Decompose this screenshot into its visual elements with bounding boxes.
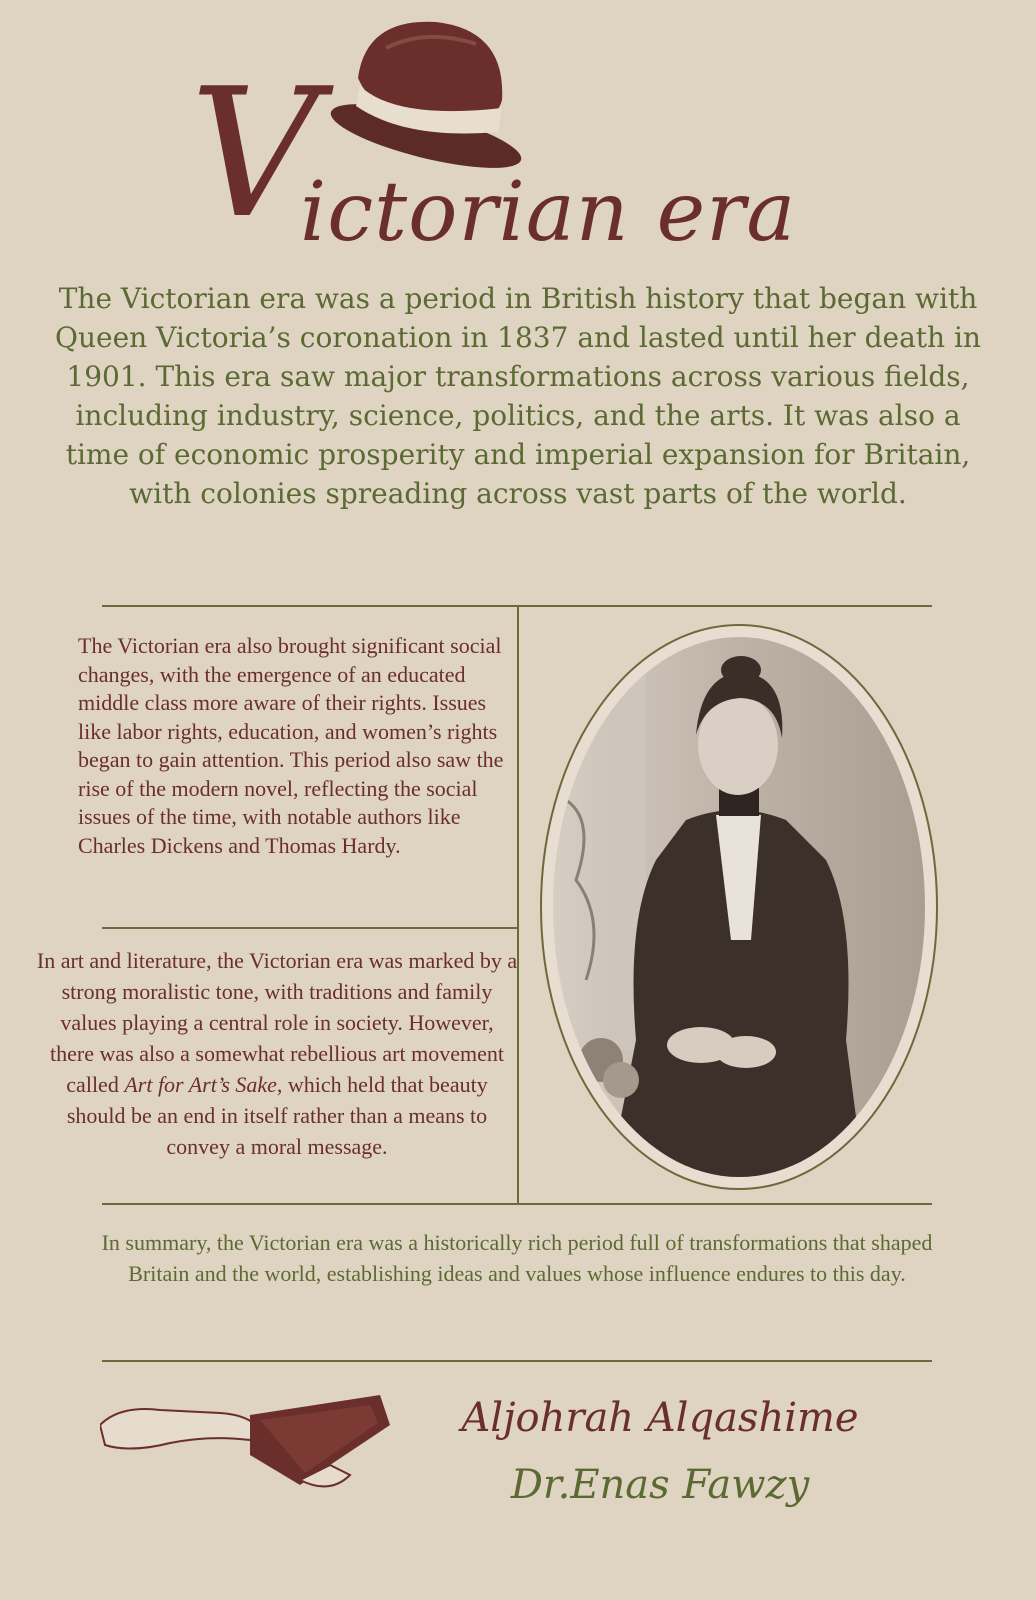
intro-paragraph: The Victorian era was a period in British history that began with Queen Victoria’s coronation in 1837 and lasted until her death in 1901. This era saw major transformations across various fields, including industry, science, politics, and the arts. It was also a time of economic prosperity and imperial expansion for Britain, with colonies spreading across vast parts of the world.: [55, 282, 981, 510]
art-text-after: , which held that beauty should be an end in itself rather than a means to convey a moral message.: [66, 1072, 488, 1159]
title-rest: ictorian era: [300, 165, 797, 260]
woman-portrait-image: [536, 620, 942, 1194]
art-movement-name: Art for Art’s Sake: [124, 1072, 277, 1097]
title-initial: V: [190, 50, 319, 257]
bottom-divider: [102, 1203, 932, 1205]
author-name: Aljohrah Alqashime: [461, 1395, 859, 1441]
social-changes-paragraph: The Victorian era also brought significant social changes, with the emergence of an educated middle class more aware of their rights. Issues like labor rights, education, and women’s rights began to gain attention. This period also saw the rise of the modern novel, reflecting the social issues of the time, with notable authors like Charles Dickens and Thomas Hardy.: [78, 633, 504, 858]
hands-holding-book-icon: [100, 1385, 400, 1505]
page-title: [190, 50, 890, 260]
summary-paragraph: In summary, the Victorian era was a historically rich period full of transformations that shaped Britain and the world, establishing ideas and values whose influence endures to this day.: [101, 1230, 933, 1286]
footer-divider: [102, 1360, 932, 1362]
art-literature-paragraph: [36, 945, 518, 1162]
middle-divider: [102, 927, 517, 929]
advisor-name: Dr.Enas Fawzy: [510, 1462, 810, 1508]
art-text-before: In art and literature, the Victorian era was marked by a strong moralistic tone, with traditions and family values playing a central role in society. However, there was also a somewhat rebellious art movement called: [36, 948, 518, 1097]
